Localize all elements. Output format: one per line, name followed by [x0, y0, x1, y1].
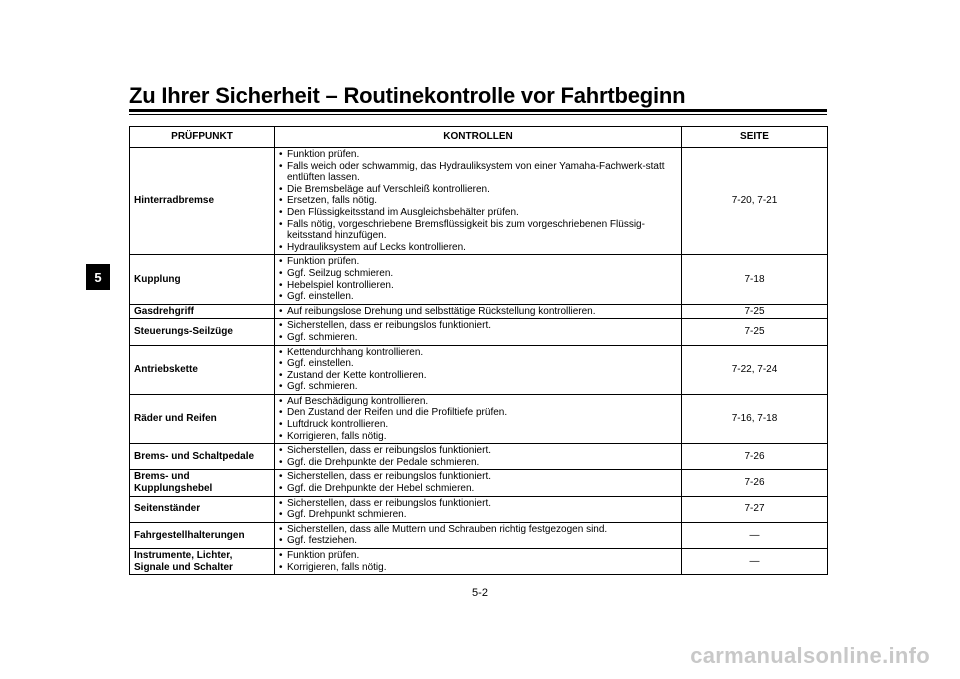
title-rule-thick	[129, 109, 827, 112]
check-item: • Den Flüssigkeitsstand im Ausgleichsbehälter prüfen.	[279, 207, 677, 219]
checklist-table	[129, 126, 828, 575]
check-list	[279, 524, 677, 547]
check-item: • Luftdruck kontrollieren.	[279, 419, 677, 431]
cell-pruefpunkt: Räder und Reifen	[130, 394, 275, 443]
check-item: • Ggf. festziehen.	[279, 535, 677, 547]
column-header-kontrollen: KONTROLLEN	[275, 127, 682, 148]
cell-kontrollen	[275, 522, 682, 548]
cell-kontrollen	[275, 444, 682, 470]
cell-seite: —	[682, 522, 828, 548]
check-list	[279, 550, 677, 573]
check-item: • Auf Beschädigung kontrollieren.	[279, 396, 677, 408]
cell-seite: 7-25	[682, 319, 828, 345]
cell-kontrollen	[275, 496, 682, 522]
check-list	[279, 149, 677, 253]
check-item: • Ersetzen, falls nötig.	[279, 195, 677, 207]
cell-seite: —	[682, 549, 828, 575]
cell-seite: 7-26	[682, 444, 828, 470]
check-item: • Sicherstellen, dass er reibungslos funktioniert.	[279, 471, 677, 483]
table-row	[130, 345, 828, 394]
check-item: • Zustand der Kette kontrollieren.	[279, 370, 677, 382]
check-list	[279, 498, 677, 521]
table-row	[130, 496, 828, 522]
check-item: • Falls nötig, vorgeschriebene Bremsflüssigkeit bis zum vorgeschriebenen Flüssig-keitsstand hinzufügen.	[279, 219, 677, 242]
check-list	[279, 396, 677, 442]
cell-kontrollen	[275, 345, 682, 394]
check-item: • Sicherstellen, dass er reibungslos funktioniert.	[279, 320, 677, 332]
check-item: • Sicherstellen, dass er reibungslos funktioniert.	[279, 445, 677, 457]
check-list	[279, 445, 677, 468]
column-header-pruefpunkt: PRÜFPUNKT	[130, 127, 275, 148]
check-item: • Ggf. schmieren.	[279, 332, 677, 344]
check-item: • Hydrauliksystem auf Lecks kontrollieren.	[279, 242, 677, 254]
table-row	[130, 444, 828, 470]
check-item: • Den Zustand der Reifen und die Profiltiefe prüfen.	[279, 407, 677, 419]
check-item: • Funktion prüfen.	[279, 256, 677, 268]
check-list	[279, 256, 677, 302]
check-item: • Ggf. Drehpunkt schmieren.	[279, 509, 677, 521]
check-item: • Auf reibungslose Drehung und selbsttätige Rückstellung kontrollieren.	[279, 306, 677, 318]
cell-kontrollen	[275, 255, 682, 304]
check-item: • Hebelspiel kontrollieren.	[279, 280, 677, 292]
check-list	[279, 471, 677, 494]
watermark: carmanualsonline.info	[690, 643, 930, 668]
check-item: • Funktion prüfen.	[279, 550, 677, 562]
cell-kontrollen	[275, 549, 682, 575]
page-title: Zu Ihrer Sicherheit – Routinekontrolle vor Fahrtbeginn	[129, 83, 686, 108]
cell-seite: 7-18	[682, 255, 828, 304]
check-item: • Ggf. einstellen.	[279, 358, 677, 370]
table-row	[130, 549, 828, 575]
check-item: • Ggf. die Drehpunkte der Hebel schmieren.	[279, 483, 677, 495]
check-list	[279, 320, 677, 343]
check-item: • Funktion prüfen.	[279, 149, 677, 161]
checklist-body	[130, 148, 828, 575]
table-row	[130, 470, 828, 496]
cell-pruefpunkt: Brems- und Kupplungshebel	[130, 470, 275, 496]
cell-pruefpunkt: Brems- und Schaltpedale	[130, 444, 275, 470]
page-number: 5-2	[472, 587, 488, 599]
cell-pruefpunkt: Instrumente, Lichter, Signale und Schalter	[130, 549, 275, 575]
check-item: • Kettendurchhang kontrollieren.	[279, 347, 677, 359]
table-row	[130, 304, 828, 319]
check-item: • Ggf. einstellen.	[279, 291, 677, 303]
cell-seite: 7-16, 7-18	[682, 394, 828, 443]
cell-kontrollen	[275, 470, 682, 496]
check-item: • Die Bremsbeläge auf Verschleiß kontrollieren.	[279, 184, 677, 196]
cell-pruefpunkt: Fahrgestellhalterungen	[130, 522, 275, 548]
title-rule-thin	[129, 114, 827, 115]
check-item: • Falls weich oder schwammig, das Hydrauliksystem von einer Yamaha-Fachwerk-statt entlüften lassen.	[279, 161, 677, 184]
cell-kontrollen	[275, 304, 682, 319]
cell-seite: 7-27	[682, 496, 828, 522]
check-item: • Ggf. die Drehpunkte der Pedale schmieren.	[279, 457, 677, 469]
table-row	[130, 522, 828, 548]
check-item: • Korrigieren, falls nötig.	[279, 431, 677, 443]
cell-seite: 7-22, 7-24	[682, 345, 828, 394]
table-row	[130, 255, 828, 304]
cell-pruefpunkt: Antriebskette	[130, 345, 275, 394]
cell-kontrollen	[275, 394, 682, 443]
check-list	[279, 306, 677, 318]
table-header-row	[130, 127, 828, 148]
check-item: • Ggf. schmieren.	[279, 381, 677, 393]
check-item: • Korrigieren, falls nötig.	[279, 562, 677, 574]
cell-pruefpunkt: Seitenständer	[130, 496, 275, 522]
cell-pruefpunkt: Kupplung	[130, 255, 275, 304]
check-list	[279, 347, 677, 393]
table-row	[130, 148, 828, 255]
check-item: • Sicherstellen, dass er reibungslos funktioniert.	[279, 498, 677, 510]
table-row	[130, 394, 828, 443]
cell-pruefpunkt: Steuerungs-Seilzüge	[130, 319, 275, 345]
check-item: • Sicherstellen, dass alle Muttern und Schrauben richtig festgezogen sind.	[279, 524, 677, 536]
cell-kontrollen	[275, 148, 682, 255]
cell-seite: 7-25	[682, 304, 828, 319]
cell-seite: 7-26	[682, 470, 828, 496]
cell-kontrollen	[275, 319, 682, 345]
cell-seite: 7-20, 7-21	[682, 148, 828, 255]
chapter-tab: 5	[86, 264, 110, 290]
cell-pruefpunkt: Gasdrehgriff	[130, 304, 275, 319]
column-header-seite: SEITE	[682, 127, 828, 148]
table-row	[130, 319, 828, 345]
cell-pruefpunkt: Hinterradbremse	[130, 148, 275, 255]
check-item: • Ggf. Seilzug schmieren.	[279, 268, 677, 280]
